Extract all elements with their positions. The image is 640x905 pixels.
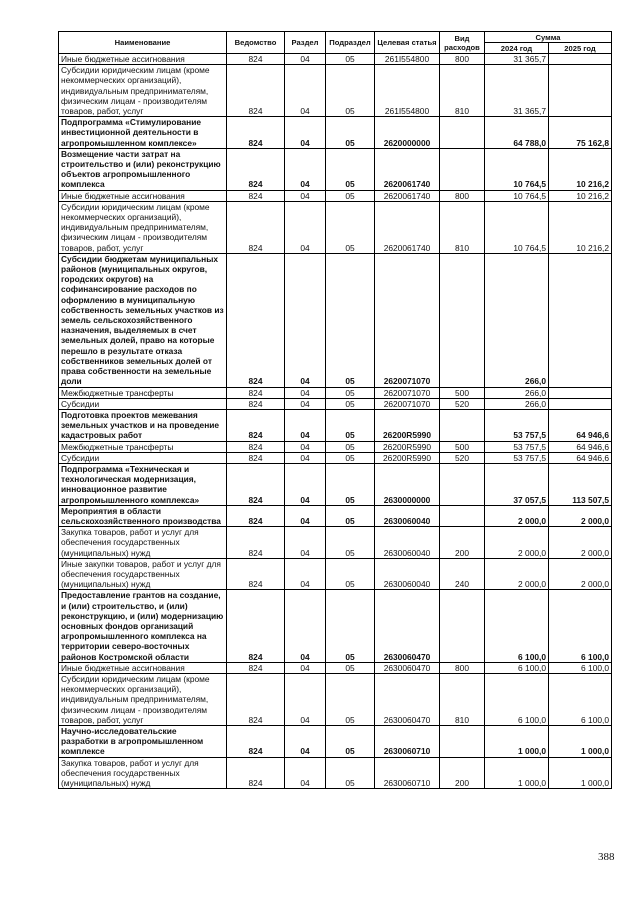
- cell-razdel: 04: [285, 253, 326, 387]
- cell-vedomstvo: 824: [227, 673, 285, 725]
- cell-podrazdel: 05: [326, 190, 375, 201]
- table-row: [59, 452, 612, 463]
- cell-vid-rashodov: [440, 409, 485, 441]
- header-vedomstvo: Ведомство: [227, 32, 285, 54]
- cell-vedomstvo: 824: [227, 452, 285, 463]
- cell-celevaya-statya: 2630060470: [375, 590, 440, 662]
- table-row: [59, 662, 612, 673]
- cell-name: Субсидии: [59, 398, 227, 409]
- cell-name: Субсидии бюджетам муниципальных районов (муниципальных округов, городских округов) на софинансирование расходов по оформлению в муниципальную собственность земельных участков из земель сельскохозяйственного назначения, выделяемых в счет земельных долей, право на которые перешло в результате отказа собственников земельных долей от права собственности на земельные доли: [59, 253, 227, 387]
- cell-summa-2024: 6 100,0: [485, 590, 549, 662]
- cell-podrazdel: 05: [326, 662, 375, 673]
- cell-name: Подпрограмма «Стимулирование инвестиционной деятельности в агропромышленном комплексе»: [59, 117, 227, 149]
- cell-summa-2025: [549, 65, 612, 117]
- cell-name: Иные бюджетные ассигнования: [59, 662, 227, 673]
- cell-summa-2024: 266,0: [485, 398, 549, 409]
- cell-summa-2025: [549, 387, 612, 398]
- cell-summa-2025: 1 000,0: [549, 757, 612, 789]
- table-row: [59, 527, 612, 559]
- budget-table: [58, 31, 612, 789]
- cell-podrazdel: 05: [326, 387, 375, 398]
- cell-podrazdel: 05: [326, 253, 375, 387]
- page-number: 388: [598, 851, 615, 863]
- cell-vedomstvo: 824: [227, 65, 285, 117]
- cell-celevaya-statya: 2630060040: [375, 558, 440, 590]
- cell-summa-2025: 75 162,8: [549, 117, 612, 149]
- cell-razdel: 04: [285, 409, 326, 441]
- cell-vedomstvo: 824: [227, 54, 285, 65]
- cell-celevaya-statya: 2620071070: [375, 253, 440, 387]
- table-row: [59, 190, 612, 201]
- cell-celevaya-statya: 2630060710: [375, 757, 440, 789]
- cell-podrazdel: 05: [326, 590, 375, 662]
- cell-vedomstvo: 824: [227, 117, 285, 149]
- cell-vid-rashodov: 240: [440, 558, 485, 590]
- cell-summa-2024: 37 057,5: [485, 463, 549, 505]
- cell-summa-2024: 1 000,0: [485, 757, 549, 789]
- cell-celevaya-statya: 2620000000: [375, 117, 440, 149]
- cell-celevaya-statya: 26200R5990: [375, 452, 440, 463]
- cell-razdel: 04: [285, 387, 326, 398]
- header-podrazdel: Подраздел: [326, 32, 375, 54]
- cell-podrazdel: 05: [326, 673, 375, 725]
- cell-name: Иные закупки товаров, работ и услуг для обеспечения государственных (муниципальных) нужд: [59, 558, 227, 590]
- cell-vedomstvo: 824: [227, 148, 285, 190]
- table-row: [59, 441, 612, 452]
- cell-podrazdel: 05: [326, 452, 375, 463]
- cell-celevaya-statya: 2620061740: [375, 201, 440, 253]
- cell-summa-2024: 10 764,5: [485, 190, 549, 201]
- cell-summa-2025: 64 946,6: [549, 441, 612, 452]
- cell-name: Межбюджетные трансферты: [59, 441, 227, 452]
- cell-name: Субсидии юридическим лицам (кроме некоммерческих организаций), индивидуальным предпринимателям, физическим лицам - производителям товаров, работ, услуг: [59, 201, 227, 253]
- cell-podrazdel: 05: [326, 527, 375, 559]
- cell-name: Научно-исследовательские разработки в агропромышленном комплексе: [59, 726, 227, 758]
- table-row: [59, 65, 612, 117]
- cell-summa-2024: 266,0: [485, 253, 549, 387]
- cell-razdel: 04: [285, 673, 326, 725]
- cell-podrazdel: 05: [326, 65, 375, 117]
- cell-vedomstvo: 824: [227, 398, 285, 409]
- cell-vedomstvo: 824: [227, 409, 285, 441]
- cell-podrazdel: 05: [326, 558, 375, 590]
- cell-vedomstvo: 824: [227, 190, 285, 201]
- cell-vid-rashodov: [440, 148, 485, 190]
- cell-summa-2025: 6 100,0: [549, 662, 612, 673]
- cell-celevaya-statya: 261I554800: [375, 54, 440, 65]
- cell-razdel: 04: [285, 117, 326, 149]
- cell-summa-2024: 10 764,5: [485, 148, 549, 190]
- cell-vid-rashodov: 800: [440, 190, 485, 201]
- cell-vedomstvo: 824: [227, 387, 285, 398]
- cell-vid-rashodov: 200: [440, 527, 485, 559]
- cell-summa-2025: 2 000,0: [549, 527, 612, 559]
- cell-celevaya-statya: 2620061740: [375, 190, 440, 201]
- cell-name: Мероприятия в области сельскохозяйственного производства: [59, 505, 227, 526]
- cell-podrazdel: 05: [326, 726, 375, 758]
- cell-summa-2025: 2 000,0: [549, 505, 612, 526]
- cell-podrazdel: 05: [326, 117, 375, 149]
- cell-summa-2025: 10 216,2: [549, 201, 612, 253]
- cell-vedomstvo: 824: [227, 441, 285, 452]
- table-row: [59, 726, 612, 758]
- cell-summa-2025: [549, 253, 612, 387]
- cell-name: Субсидии юридическим лицам (кроме некоммерческих организаций), индивидуальным предпринимателям, физическим лицам - производителям товаров, работ, услуг: [59, 65, 227, 117]
- cell-celevaya-statya: 2630060040: [375, 505, 440, 526]
- cell-podrazdel: 05: [326, 409, 375, 441]
- cell-summa-2025: 64 946,6: [549, 409, 612, 441]
- cell-summa-2024: 10 764,5: [485, 201, 549, 253]
- table-row: [59, 558, 612, 590]
- table-row: [59, 463, 612, 505]
- cell-vedomstvo: 824: [227, 662, 285, 673]
- table-row: [59, 387, 612, 398]
- cell-name: Субсидии: [59, 452, 227, 463]
- header-name: Наименование: [59, 32, 227, 54]
- cell-razdel: 04: [285, 463, 326, 505]
- cell-vid-rashodov: 810: [440, 673, 485, 725]
- cell-celevaya-statya: 26200R5990: [375, 409, 440, 441]
- cell-razdel: 04: [285, 398, 326, 409]
- cell-razdel: 04: [285, 148, 326, 190]
- cell-vid-rashodov: 520: [440, 452, 485, 463]
- cell-vid-rashodov: [440, 463, 485, 505]
- cell-celevaya-statya: 2620071070: [375, 387, 440, 398]
- cell-razdel: 04: [285, 590, 326, 662]
- cell-podrazdel: 05: [326, 201, 375, 253]
- cell-vedomstvo: 824: [227, 463, 285, 505]
- cell-vedomstvo: 824: [227, 253, 285, 387]
- cell-vid-rashodov: 500: [440, 441, 485, 452]
- header-summa: Сумма: [485, 32, 612, 43]
- cell-vid-rashodov: 500: [440, 387, 485, 398]
- cell-podrazdel: 05: [326, 398, 375, 409]
- cell-summa-2024: 64 788,0: [485, 117, 549, 149]
- cell-name: Закупка товаров, работ и услуг для обеспечения государственных (муниципальных) нужд: [59, 757, 227, 789]
- table-row: [59, 54, 612, 65]
- cell-vid-rashodov: 520: [440, 398, 485, 409]
- cell-celevaya-statya: 2630060710: [375, 726, 440, 758]
- cell-summa-2024: 31 365,7: [485, 65, 549, 117]
- table-body: [59, 54, 612, 789]
- cell-celevaya-statya: 2630000000: [375, 463, 440, 505]
- cell-razdel: 04: [285, 527, 326, 559]
- table-header: [59, 32, 612, 54]
- cell-summa-2025: 1 000,0: [549, 726, 612, 758]
- cell-summa-2025: [549, 54, 612, 65]
- table-row: [59, 148, 612, 190]
- cell-celevaya-statya: 2620071070: [375, 398, 440, 409]
- cell-vedomstvo: 824: [227, 527, 285, 559]
- cell-summa-2024: 6 100,0: [485, 673, 549, 725]
- table-row: [59, 409, 612, 441]
- cell-vid-rashodov: [440, 726, 485, 758]
- cell-summa-2025: 2 000,0: [549, 558, 612, 590]
- cell-summa-2024: 53 757,5: [485, 452, 549, 463]
- cell-razdel: 04: [285, 441, 326, 452]
- cell-podrazdel: 05: [326, 463, 375, 505]
- cell-celevaya-statya: 2630060040: [375, 527, 440, 559]
- cell-razdel: 04: [285, 452, 326, 463]
- cell-celevaya-statya: 26200R5990: [375, 441, 440, 452]
- header-razdel: Раздел: [285, 32, 326, 54]
- cell-razdel: 04: [285, 65, 326, 117]
- cell-name: Межбюджетные трансферты: [59, 387, 227, 398]
- header-celevaya-statya: Целевая статья: [375, 32, 440, 54]
- table-row: [59, 673, 612, 725]
- table-row: [59, 117, 612, 149]
- cell-name: Иные бюджетные ассигнования: [59, 54, 227, 65]
- cell-razdel: 04: [285, 726, 326, 758]
- cell-summa-2024: 31 365,7: [485, 54, 549, 65]
- cell-razdel: 04: [285, 757, 326, 789]
- cell-razdel: 04: [285, 201, 326, 253]
- cell-summa-2025: 113 507,5: [549, 463, 612, 505]
- cell-celevaya-statya: 261I554800: [375, 65, 440, 117]
- cell-podrazdel: 05: [326, 757, 375, 789]
- cell-vedomstvo: 824: [227, 590, 285, 662]
- cell-vedomstvo: 824: [227, 757, 285, 789]
- cell-vedomstvo: 824: [227, 201, 285, 253]
- header-vid-rashodov: Вид расходов: [440, 32, 485, 54]
- cell-summa-2024: 1 000,0: [485, 726, 549, 758]
- cell-razdel: 04: [285, 54, 326, 65]
- cell-summa-2025: [549, 398, 612, 409]
- cell-name: Субсидии юридическим лицам (кроме некоммерческих организаций), индивидуальным предпринимателям, физическим лицам - производителям товаров, работ, услуг: [59, 673, 227, 725]
- cell-name: Закупка товаров, работ и услуг для обеспечения государственных (муниципальных) нужд: [59, 527, 227, 559]
- cell-podrazdel: 05: [326, 441, 375, 452]
- cell-celevaya-statya: 2630060470: [375, 673, 440, 725]
- cell-vid-rashodov: 810: [440, 65, 485, 117]
- cell-vid-rashodov: [440, 253, 485, 387]
- cell-name: Предоставление грантов на создание, и (или) строительство, и (или) реконструкцию, и (или) модернизацию основных фондов организаций агропромышленного комплекса на территории северо-восточных районов Костромской области: [59, 590, 227, 662]
- cell-vid-rashodov: 810: [440, 201, 485, 253]
- cell-vid-rashodov: [440, 505, 485, 526]
- cell-name: Подготовка проектов межевания земельных участков и на проведение кадастровых работ: [59, 409, 227, 441]
- cell-razdel: 04: [285, 662, 326, 673]
- table-row: [59, 590, 612, 662]
- cell-vedomstvo: 824: [227, 505, 285, 526]
- cell-vedomstvo: 824: [227, 726, 285, 758]
- cell-vid-rashodov: 800: [440, 662, 485, 673]
- cell-summa-2024: 53 757,5: [485, 409, 549, 441]
- cell-summa-2025: 6 100,0: [549, 590, 612, 662]
- table-row: [59, 757, 612, 789]
- table-row: [59, 253, 612, 387]
- cell-summa-2024: 2 000,0: [485, 527, 549, 559]
- cell-vid-rashodov: 200: [440, 757, 485, 789]
- cell-vid-rashodov: 800: [440, 54, 485, 65]
- cell-celevaya-statya: 2630060470: [375, 662, 440, 673]
- cell-summa-2025: 6 100,0: [549, 673, 612, 725]
- header-2024: 2024 год: [485, 43, 549, 54]
- table-row: [59, 398, 612, 409]
- cell-celevaya-statya: 2620061740: [375, 148, 440, 190]
- cell-summa-2024: 2 000,0: [485, 558, 549, 590]
- cell-summa-2024: 2 000,0: [485, 505, 549, 526]
- cell-summa-2025: 10 216,2: [549, 148, 612, 190]
- cell-podrazdel: 05: [326, 54, 375, 65]
- cell-name: Подпрограмма «Техническая и технологическая модернизация, инновационное развитие агропромышленного комплекса»: [59, 463, 227, 505]
- table-row: [59, 505, 612, 526]
- cell-vedomstvo: 824: [227, 558, 285, 590]
- cell-razdel: 04: [285, 558, 326, 590]
- cell-podrazdel: 05: [326, 148, 375, 190]
- cell-summa-2024: 53 757,5: [485, 441, 549, 452]
- cell-summa-2025: 64 946,6: [549, 452, 612, 463]
- cell-vid-rashodov: [440, 590, 485, 662]
- cell-name: Возмещение части затрат на строительство и (или) реконструкцию объектов агропромышленного комплекса: [59, 148, 227, 190]
- cell-summa-2024: 6 100,0: [485, 662, 549, 673]
- cell-summa-2024: 266,0: [485, 387, 549, 398]
- cell-vid-rashodov: [440, 117, 485, 149]
- cell-podrazdel: 05: [326, 505, 375, 526]
- cell-summa-2025: 10 216,2: [549, 190, 612, 201]
- cell-razdel: 04: [285, 505, 326, 526]
- cell-razdel: 04: [285, 190, 326, 201]
- cell-name: Иные бюджетные ассигнования: [59, 190, 227, 201]
- header-2025: 2025 год: [549, 43, 612, 54]
- table-row: [59, 201, 612, 253]
